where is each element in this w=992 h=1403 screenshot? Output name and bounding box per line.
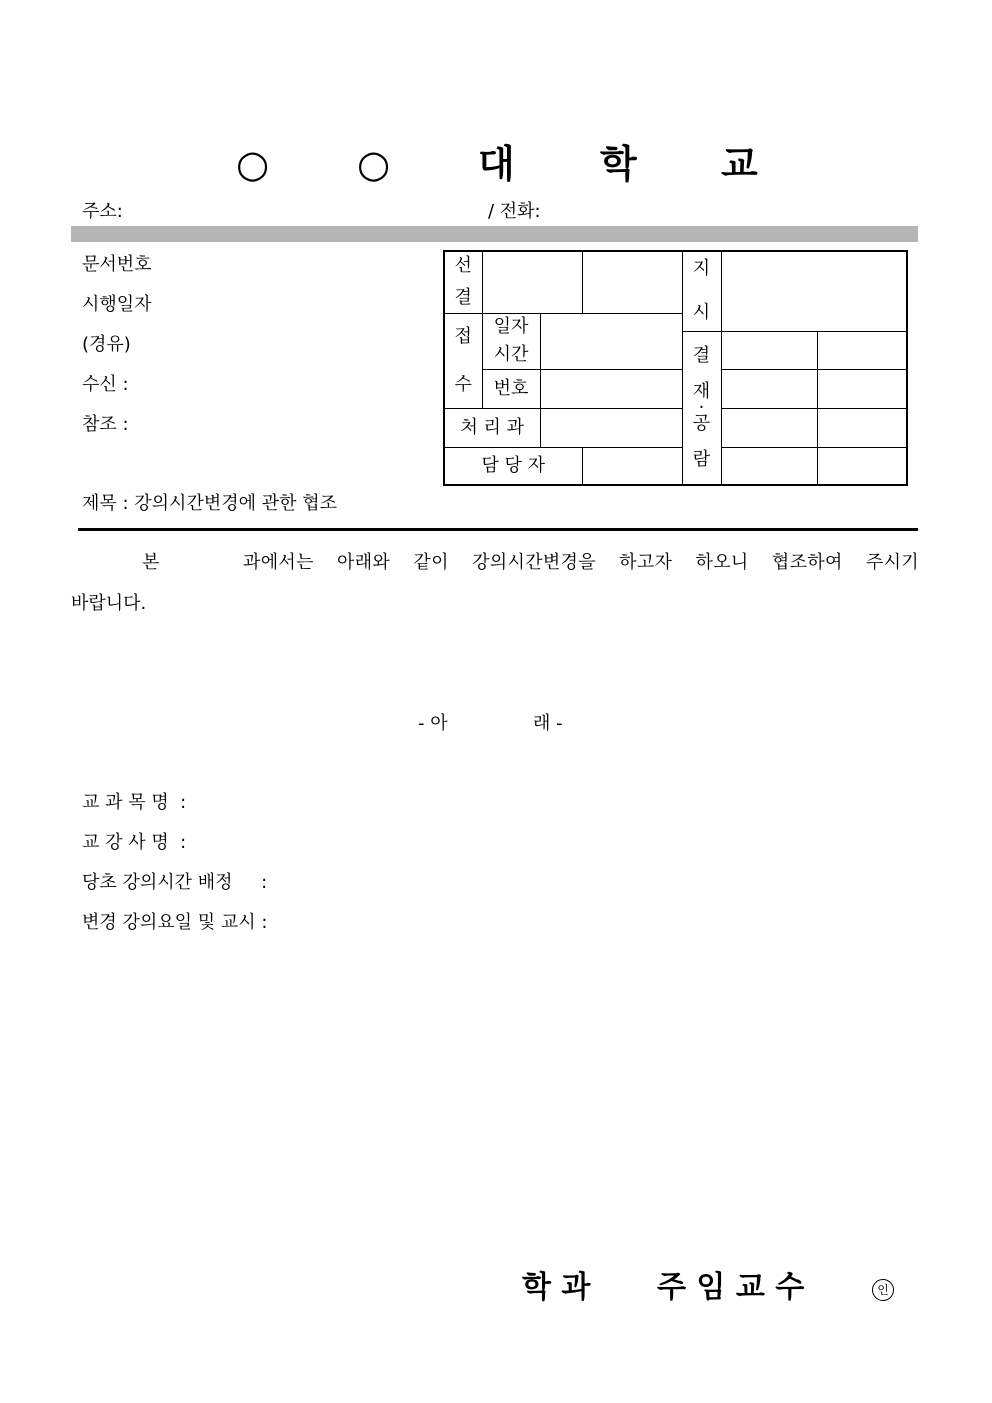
item-original-time: 당초 강의시간 배정 : xyxy=(82,872,268,893)
su-char: 수 xyxy=(454,373,472,395)
gyeoljae-box-1b xyxy=(817,331,907,369)
gyeoljae-box-2a xyxy=(721,369,817,408)
gyeol2-char: 결 xyxy=(692,344,711,366)
gong-char: 공 xyxy=(692,412,711,434)
signature-dept: 학 과 xyxy=(522,1270,591,1305)
seal-mark: 인 xyxy=(872,1279,894,1301)
gyeoljae-box-2b xyxy=(817,369,907,408)
title-char-3: 대 xyxy=(478,142,515,186)
gyeoljae-box-4a xyxy=(721,447,817,485)
item-changed-time: 변경 강의요일 및 교시 : xyxy=(82,912,268,933)
seon-gyeol-box-2 xyxy=(582,251,682,313)
header-divider-bar xyxy=(71,226,918,242)
gyeol-char: 결 xyxy=(454,287,472,309)
title-char-5: 교 xyxy=(721,142,758,186)
gyeoljae-box-4b xyxy=(817,447,907,485)
ram-char: 람 xyxy=(692,448,711,470)
body-line1-rest: 과에서는 아래와 같이 강의시간변경을 하고자 하오니 협조하여 주시기 xyxy=(243,552,919,573)
item-instructor-name: 교 강 사 명 : xyxy=(82,832,187,853)
seon-char: 선 xyxy=(454,255,472,277)
body-line1-start: 본 xyxy=(142,552,160,573)
seon-gyeol-box-1 xyxy=(482,251,582,313)
title-char-1: ○ xyxy=(236,142,270,186)
via-label: (경유) xyxy=(82,334,131,355)
gyeoljae-box-3a xyxy=(721,408,817,447)
gyeoljae-box-3b xyxy=(817,408,907,447)
notice-left: - 아 xyxy=(418,713,448,734)
subject-line: 제목 : 강의시간변경에 관한 협조 xyxy=(82,493,337,514)
middle-dot-char: · xyxy=(698,396,705,418)
address-label: 주소: xyxy=(82,201,123,222)
signature-title: 주 임 교 수 xyxy=(657,1270,805,1305)
approval-table xyxy=(443,250,908,486)
title-char-4: 학 xyxy=(600,142,637,186)
notice-right: 래 - xyxy=(533,713,563,734)
reference-label: 참조 : xyxy=(82,414,129,435)
jae-char: 재 xyxy=(692,380,711,402)
jeopsu-cell xyxy=(444,313,482,408)
jeop-char: 접 xyxy=(454,325,472,347)
seon-gyeol-cell xyxy=(444,251,482,313)
phone-label: / 전화: xyxy=(488,201,541,222)
title-char-2: ○ xyxy=(357,142,391,186)
date-label: 일자 xyxy=(493,316,529,337)
number-label-cell: 번호 xyxy=(482,369,540,408)
si-char: 시 xyxy=(692,302,711,324)
gyeoljae-box-1a xyxy=(721,331,817,369)
ji-char: 지 xyxy=(692,258,711,280)
body-line2: 바랍니다. xyxy=(71,593,147,614)
subject-divider-rule xyxy=(78,528,918,531)
date-time-value-cell xyxy=(540,313,682,369)
dept-value-cell xyxy=(540,408,682,447)
dept-label-cell: 처 리 과 xyxy=(444,408,540,447)
date-time-label-cell xyxy=(482,313,540,369)
jisi-box xyxy=(721,251,907,331)
item-course-name: 교 과 목 명 : xyxy=(82,792,187,813)
jisi-cell xyxy=(682,251,721,331)
number-value-cell xyxy=(540,369,682,408)
exec-date-label: 시행일자 xyxy=(82,294,152,315)
recipient-label: 수신 : xyxy=(82,374,129,395)
doc-number-label: 문서번호 xyxy=(82,254,152,275)
time-label: 시간 xyxy=(493,344,529,365)
person-label-cell: 담 당 자 xyxy=(444,447,582,485)
